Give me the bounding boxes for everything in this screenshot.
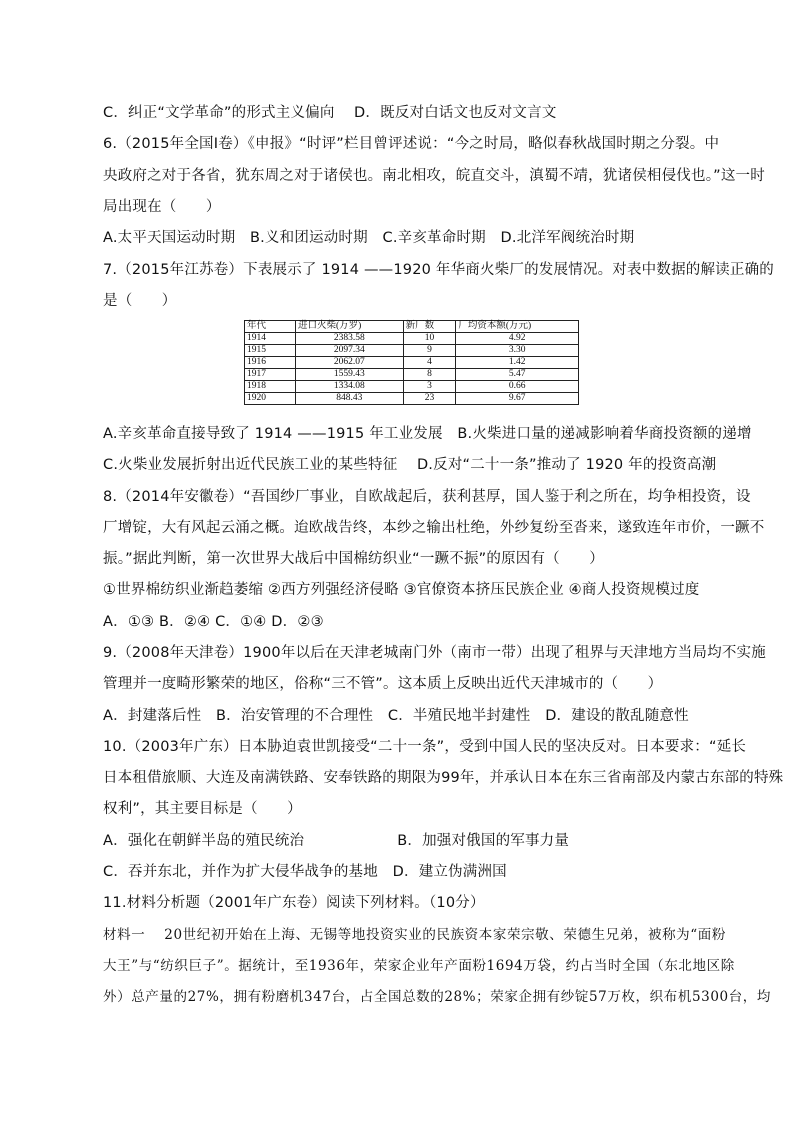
table-cell: 1915 (245, 345, 296, 357)
table-cell: 1559.43 (296, 369, 404, 381)
q10-stem-line3: 权利”，其主要目标是（ ） (103, 801, 302, 817)
table-cell: 10 (403, 333, 456, 345)
table-cell: 8 (403, 369, 456, 381)
table-cell: 3.30 (456, 345, 579, 357)
q7-stem-line1: 7.（2015年江苏卷）下表展示了 1914 ——1920 年华商火柴厂的发展情况。对表中数据的解读正确的 (103, 262, 774, 278)
table-row (245, 357, 579, 369)
table-cell: 4 (403, 357, 456, 369)
q8-stem-line1: 8.（2014年安徽卷）“吾国纱厂事业，自欧战起后，获利甚厚，国人鉴于利之所在，均争相投资，设 (103, 489, 751, 505)
q8-stem-line3: 振。”据此判断，第一次世界大战后中国棉纺织业“一蹶不振”的原因有（ ） (103, 551, 604, 567)
q10-stem-line2: 日本租借旅顺、大连及南满铁路、安奉铁路的期限为99年，并承认日本在东三省南部及内蒙古东部的特殊 (103, 770, 784, 786)
table-cell: 1917 (245, 369, 296, 381)
table-cell: 9 (403, 345, 456, 357)
table-cell: 2062.07 (296, 357, 404, 369)
table-cell: 1334.08 (296, 381, 404, 393)
q9-options: A．封建落后性 B．治安管理的不合理性 C．半殖民地半封建性 D．建设的散乱随意性 (103, 708, 689, 724)
q6-options: A.太平天国运动时期 B.义和团运动时期 C.辛亥革命时期 D.北洋军阀统治时期 (103, 230, 635, 246)
col-year-header: 年代 (245, 321, 296, 333)
table-cell: 2383.58 (296, 333, 404, 345)
table-cell: 0.66 (456, 381, 579, 393)
material-line2: 大王”与“纺织巨子”。据统计，至1936年，荣家企业年产面粉1694万袋，约占当时全国（东北地区除 (103, 958, 735, 974)
material-line3: 外）总产量的27%，拥有粉磨机347台，占全国总数的28%；荣家企拥有纱锭57万枚，织布机5300台，均 (103, 989, 772, 1005)
table-cell: 5.47 (456, 369, 579, 381)
q6-stem-line2: 央政府之对于各省，犹东周之对于诸侯也。南北相攻，皖直交斗，滇蜀不靖，犹诸侯相侵伐也。”这一时 (103, 168, 765, 184)
table-header-row (245, 321, 579, 333)
q9-stem-line1: 9.（2008年天津卷）1900年以后在天津老城南门外（南市一带）出现了租界与天津地方当局均不实施 (103, 645, 766, 661)
q11-title: 11.材料分析题（2001年广东卷）阅读下列材料。（10分） (103, 895, 485, 911)
q7-options-cd: C.火柴业发展折射出近代民族工业的某些特征 D.反对“二十一条”推动了 1920 年的投资高潮 (103, 457, 717, 473)
table-cell: 2097.34 (296, 345, 404, 357)
table-row (245, 393, 579, 405)
q10-options-cd: C．吞并东北，并作为扩大侵华战争的基地 D．建立伪满洲国 (103, 864, 507, 880)
table-row (245, 381, 579, 393)
q10-options-ab: A．强化在朝鲜半岛的殖民统治 B．加强对俄国的军事力量 (103, 833, 570, 849)
col-import-header: 进口火柴(万罗) (296, 321, 404, 333)
col-newfactory-header: 新厂数 (403, 321, 456, 333)
material-line1: 材料一 20世纪初开始在上海、无锡等地投资实业的民族资本家荣宗敬、荣德生兄弟，被称为“面粉 (103, 927, 726, 943)
q9-stem-line2: 管理并一度畸形繁荣的地区，俗称“三不管”。这本质上反映出近代天津城市的（ ） (103, 676, 663, 692)
q5-option-cd: C．纠正“文学革命”的形式主义偏向 D．既反对白话文也反对文言文 (103, 105, 557, 121)
table-row (245, 369, 579, 381)
table-cell: 4.92 (456, 333, 579, 345)
table-cell: 1914 (245, 333, 296, 345)
table-cell: 848.43 (296, 393, 404, 405)
q6-stem-line3: 局出现在（ ） (103, 199, 221, 215)
match-factory-table (244, 320, 579, 405)
q8-stem-line2: 厂增锭，大有风起云涌之概。迨欧战告终，本纱之输出杜绝，外纱复纷至沓来，遂致连年市价，一蹶不 (103, 520, 765, 536)
table-cell: 1.42 (456, 357, 579, 369)
q10-stem-line1: 10.（2003年广东）日本胁迫袁世凯接受“二十一条”，受到中国人民的坚决反对。日本要求：“延长 (103, 739, 747, 755)
q8-statements: ①世界棉纺织业渐趋萎缩 ②西方列强经济侵略 ③官僚资本挤压民族企业 ④商人投资规模过度 (103, 582, 700, 598)
q7-stem-line2: 是（ ） (103, 293, 177, 309)
table-cell: 3 (403, 381, 456, 393)
col-capital-header: 厂均资本额(万元) (456, 321, 579, 333)
table-cell: 23 (403, 393, 456, 405)
table-row (245, 333, 579, 345)
table-cell: 1916 (245, 357, 296, 369)
table-cell: 9.67 (456, 393, 579, 405)
q8-options: A．①③ B．②④ C．①④ D．②③ (103, 614, 324, 630)
table-cell: 1918 (245, 381, 296, 393)
table-row (245, 345, 579, 357)
table-cell: 1920 (245, 393, 296, 405)
q6-stem-line1: 6.（2015年全国Ⅰ卷）《申报》“时评”栏目曾评述说：“今之时局，略似春秋战国时期之分裂。中 (103, 136, 720, 152)
q7-options-ab: A.辛亥革命直接导致了 1914 ——1915 年工业发展 B.火柴进口量的递减影响着华商投资额的递增 (103, 426, 752, 442)
